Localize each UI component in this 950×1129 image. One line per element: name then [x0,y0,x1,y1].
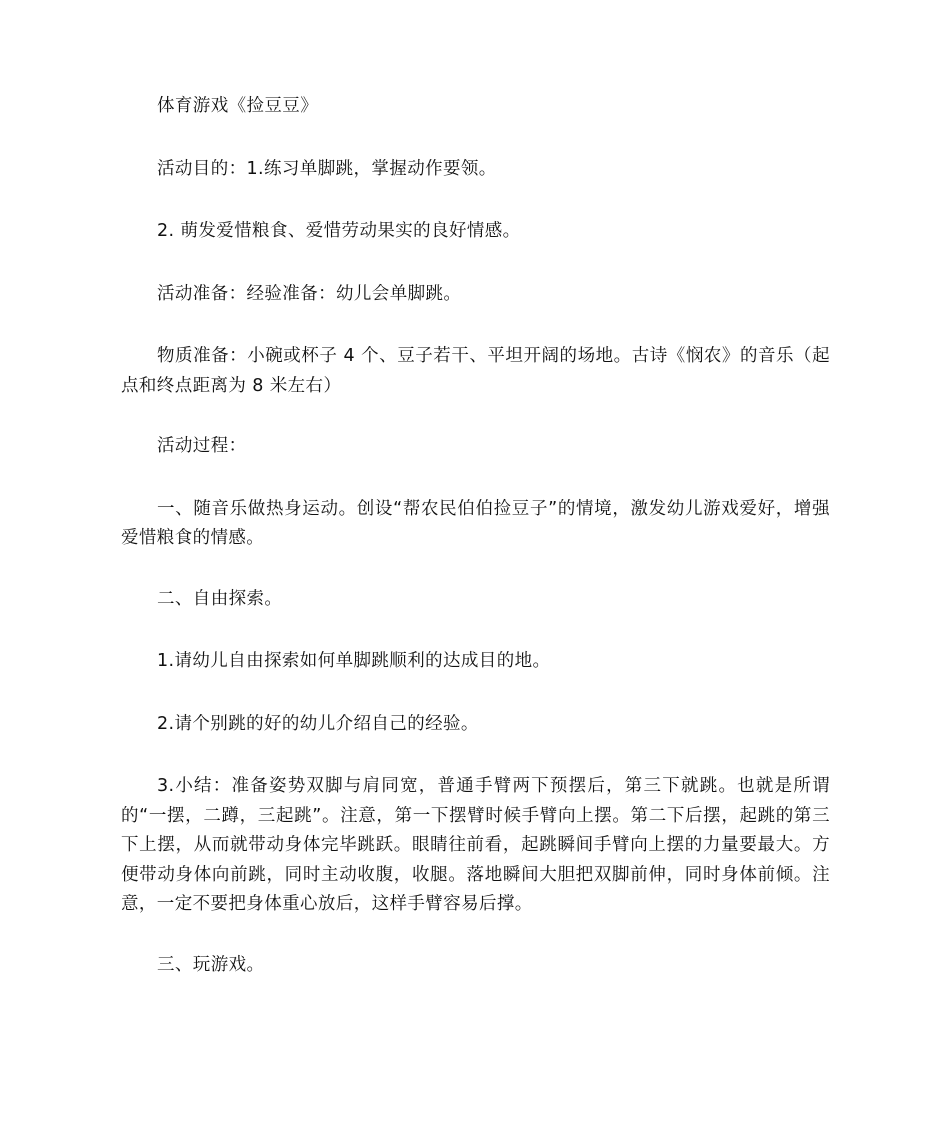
step-two-item-1: 1.请幼儿自由探索如何单脚跳顺利的达成目的地。 [157,651,551,671]
material-preparation: 物质准备：小碗或杯子 4 个、豆子若干、平坦开阔的场地。古诗《悯农》的音乐（起点和终点距离为 8 米左右） [121,346,830,396]
step-one-warmup: 一、随音乐做热身运动。创设“帮农民伯伯捡豆子”的情境，激发幼儿游戏爱好，增强爱惜粮食的情感。 [121,498,830,548]
step-two-item-2: 2.请个别跳的好的幼儿介绍自己的经验。 [157,713,479,734]
step-two-summary: 3.小结：准备姿势双脚与肩同宽，普通手臂两下预摆后，第三下就跳。也就是所谓的“一摆，二蹲，三起跳”。注意，第一下摆臂时候手臂向上摆。第二下后摆，起跳的第三下上摆，从而就带动身体完毕跳跃。眼睛往前看，起跳瞬间手臂向上摆的力量要最大。方便带动身体向前跳，同时主动收腹，收腿。落地瞬间大胆把双脚前伸，同时身体前倾。注意，一定不要把身体重心放后，这样手臂容易后撑。 [121,776,830,914]
activity-goal-1: 活动目的：1.练习单脚跳，掌握动作要领。 [157,158,497,179]
experience-preparation: 活动准备：经验准备：幼儿会单脚跳。 [157,283,462,304]
activity-process-heading: 活动过程： [157,436,247,456]
document-title: 体育游戏《捡豆豆》 [157,96,319,116]
document-page [121,92,830,1013]
step-two-heading: 二、自由探索。 [157,588,283,609]
step-three-heading: 三、玩游戏。 [157,954,265,975]
activity-goal-2: 2. 萌发爱惜粮食、爱惜劳动果实的良好情感。 [157,221,521,241]
